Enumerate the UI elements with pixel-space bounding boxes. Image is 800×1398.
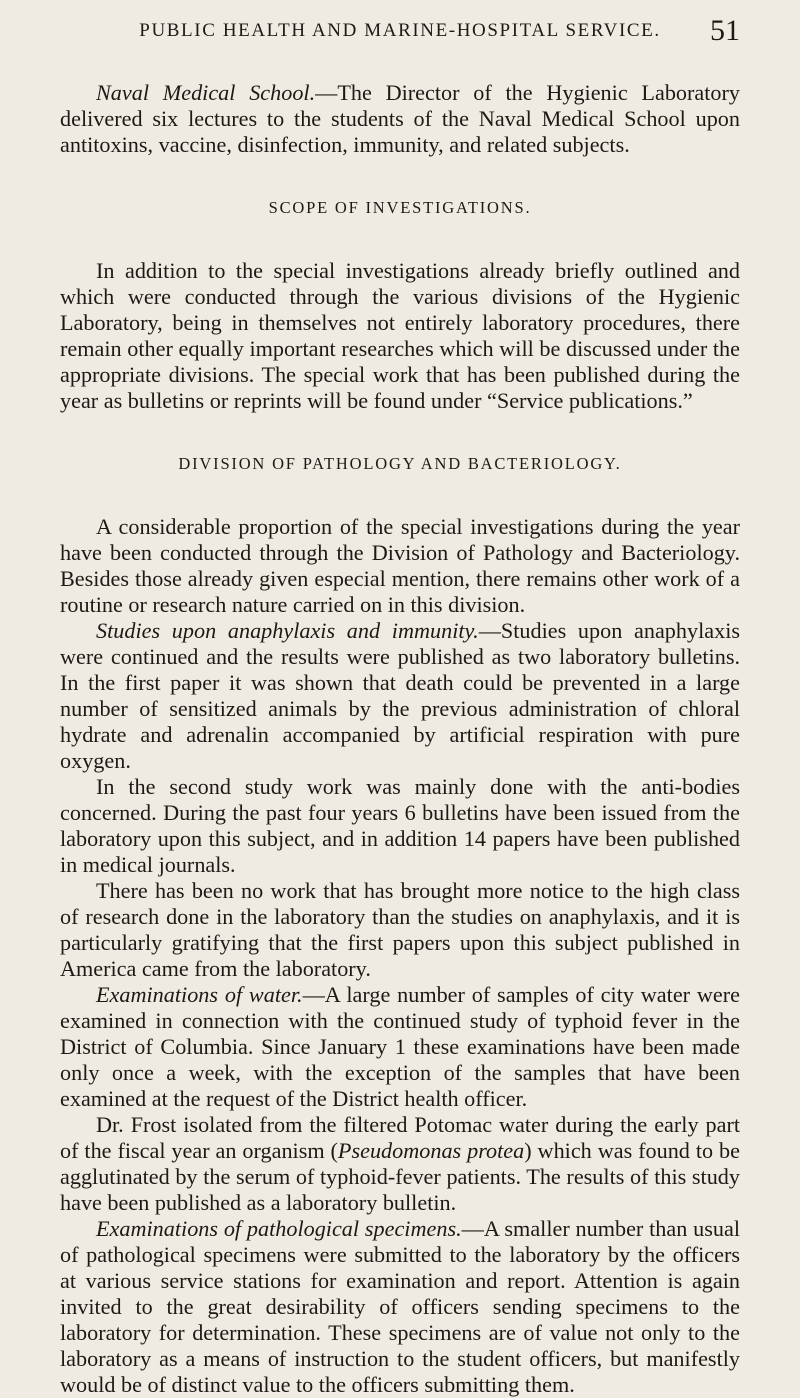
running-head-title: PUBLIC HEALTH AND MARINE-HOSPITAL SERVICE. xyxy=(139,20,661,41)
anaphylaxis-text: —Studies upon anaphylaxis were continued and the results were published as two laboratory bulletins. In the first paper it was shown that death could be prevented in a large number of sensitized animals by the previous administration of chloral hydrate and adrenalin accompanied by artificial respiration with pure oxygen. xyxy=(60,618,740,773)
naval-school-paragraph xyxy=(60,80,740,158)
pathological-title: Examinations of pathological specimens. xyxy=(96,1216,462,1241)
frost-text-before: Dr. Frost isolated from the filtered Potomac water during the early part of the fiscal year an organism ( xyxy=(60,1112,740,1163)
naval-school-title: Naval Medical School. xyxy=(96,80,316,105)
frost-organism: Pseudomonas protea xyxy=(337,1138,525,1163)
water-paragraph xyxy=(60,982,740,1112)
notice-paragraph: There has been no work that has brought more notice to the high class of research done in the laboratory than the studies on anaphylaxis, and it is particularly gratifying that the first papers upon this subject published in America came from the laboratory. xyxy=(60,878,740,981)
anaphylaxis-paragraph xyxy=(60,618,740,774)
second-study-paragraph: In the second study work was mainly done with the anti-bodies concerned. During the past four years 6 bulletins have been issued from the laboratory upon this subject, and in addition 14 papers have been published in medical journals. xyxy=(60,774,740,877)
scope-heading: SCOPE OF INVESTIGATIONS. xyxy=(268,198,532,217)
pathological-paragraph xyxy=(60,1216,740,1398)
anaphylaxis-title: Studies upon anaphylaxis and immunity. xyxy=(96,618,479,643)
frost-paragraph xyxy=(60,1112,740,1216)
division-heading: DIVISION OF PATHOLOGY AND BACTERIOLOGY. xyxy=(178,454,622,473)
page-number: 51 xyxy=(710,14,740,47)
running-head xyxy=(60,14,740,48)
water-text: —A large number of samples of city water were examined in connection with the continued study of typhoid fever in the District of Columbia. Since January 1 these examinations have been made only once a week, with the exception of the samples that have been examined at the request of the District health officer. xyxy=(60,982,740,1111)
naval-school-text: —The Director of the Hygienic Laboratory delivered six lectures to the students of the Naval Medical School upon antitoxins, vaccine, disinfection, immunity, and related subjects. xyxy=(60,80,740,157)
water-title: Examinations of water. xyxy=(96,982,303,1007)
scope-paragraph: In addition to the special investigations already briefly outlined and which were conducted through the various divisions of the Hygienic Laboratory, being in themselves not entirely laboratory procedures, there remain other equally important researches which will be discussed under the appropriate divisions. The special work that has been published during the year as bulletins or reprints will be found under “Service publications.” xyxy=(60,258,740,413)
division-paragraph: A considerable proportion of the special investigations during the year have been conducted through the Division of Pathology and Bacteriology. Besides those already given especial mention, there remains other work of a routine or research nature carried on in this division. xyxy=(60,514,740,617)
pathological-text: —A smaller number than usual of pathological specimens were submitted to the laboratory by the officers at various service stations for examination and report. Attention is again invited to the great desirability of officers sending specimens to the laboratory for determination. These specimens are of value not only to the laboratory as a means of instruction to the student officers, but manifestly would be of distinct value to the officers submitting them. xyxy=(60,1216,740,1397)
frost-text-after: ) which was found to be agglutinated by the serum of typhoid-fever patients. The results of this study have been published as a laboratory bulletin. xyxy=(60,1138,740,1215)
